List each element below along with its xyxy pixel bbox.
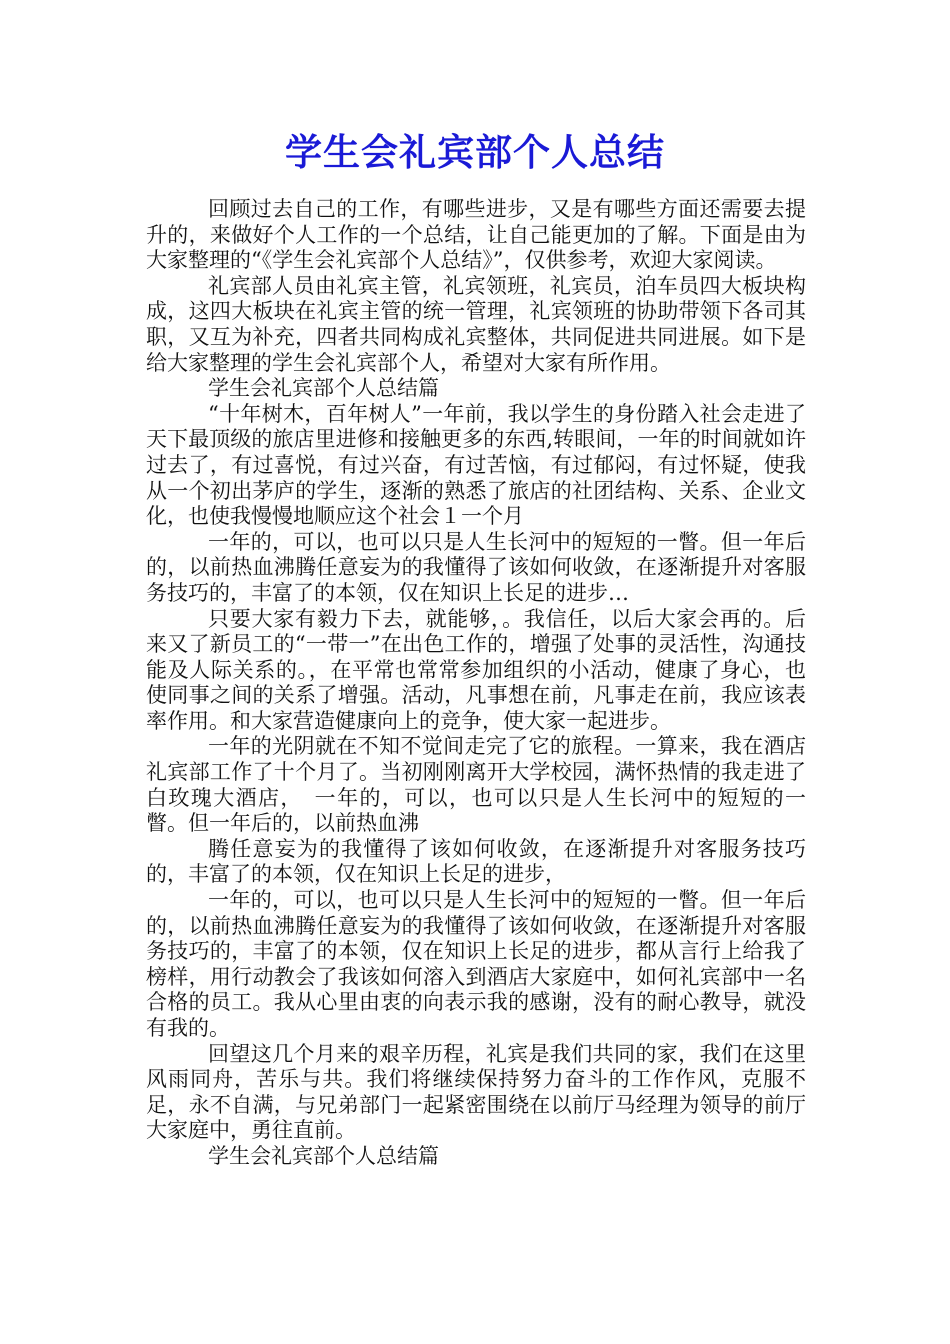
paragraph-intro: 回顾过去自己的工作，有哪些进步，又是有哪些方面还需要去提升的，来做好个人工作的一个总结，让自己能更加的了解。下面是由为大家整理的“《学生会礼宾部个人总结》”，仅供参考，欢迎大家阅读。 bbox=[146, 197, 806, 273]
document-body bbox=[146, 197, 806, 1170]
section-heading: 学生会礼宾部个人总结篇 bbox=[208, 376, 439, 401]
paragraph: 回望这几个月来的艰辛历程，礼宾是我们共同的家，我们在这里风雨同舟，苦乐与共。我们将继续保持努力奋斗的工作作风，克服不足，永不自满，与兄弟部门一起紧密围绕在以前厅马经理为领导的前厅大家庭中，勇往直前。 bbox=[146, 1041, 806, 1143]
paragraph: 腾任意妄为的我懂得了该如何收敛，在逐渐提升对客服务技巧的，丰富了的本领，仅在知识上长足的进步， bbox=[146, 836, 806, 887]
paragraph-department-overview: 礼宾部人员由礼宾主管，礼宾领班，礼宾员，泊车员四大板块构成，这四大板块在礼宾主管的统一管理，礼宾领班的协助带领下各司其职，又互为补充，四者共同构成礼宾整体，共同促进共同进展。如下是给大家整理的学生会礼宾部个人，希望对大家有所作用。 bbox=[146, 273, 806, 375]
paragraph: 一年的，可以，也可以只是人生长河中的短短的一瞥。但一年后的，以前热血沸腾任意妄为的我懂得了该如何收敛，在逐渐提升对客服务技巧的，丰富了的本领，仅在知识上长足的进步… bbox=[146, 529, 806, 605]
section-heading: 学生会礼宾部个人总结篇 bbox=[208, 1143, 439, 1168]
paragraph: 一年的，可以，也可以只是人生长河中的短短的一瞥。但一年后的，以前热血沸腾任意妄为的我懂得了该如何收敛，在逐渐提升对客服务技巧的，丰富了的本领，仅在知识上长足的进步，都从言行上给我了榜样，用行动教会了我该如何溶入到酒店大家庭中，如何礼宾部中一名合格的员工。我从心里由衷的向表示我的感谢，没有的耐心教导，就没有我的。 bbox=[146, 888, 806, 1040]
paragraph: 一年的光阴就在不知不觉间走完了它的旅程。一算来，我在酒店礼宾部工作了十个月了。当初刚刚离开大学校园，满怀热情的我走进了白玫瑰大酒店， 一年的，可以，也可以只是人生长河中的短短的一瞥。但一年后的，以前热血沸 bbox=[146, 734, 806, 836]
paragraph: “十年树木，百年树人”一年前，我以学生的身份踏入社会走进了天下最顶级的旅店里进修和接触更多的东西,转眼间，一年的时间就如许过去了，有过喜悦，有过兴奋，有过苦恼，有过郁闷，有过怀疑，使我从一个初出茅庐的学生，逐渐的熟悉了旅店的社团结构、关系、企业文化，也使我慢慢地顺应这个社会１一个月 bbox=[146, 401, 806, 529]
paragraph: 只要大家有毅力下去，就能够，。我信任，以后大家会再的。后来又了新员工的“一带一”在出色工作的，增强了处事的灵活性，沟通技能及人际关系的。，在平常也常常参加组织的小活动，健康了身心，也使同事之间的关系了增强。活动，凡事想在前，凡事走在前，我应该表率作用。和大家营造健康向上的竞争，使大家一起进步。 bbox=[146, 606, 806, 733]
document-title: 学生会礼宾部个人总结 bbox=[285, 130, 665, 174]
